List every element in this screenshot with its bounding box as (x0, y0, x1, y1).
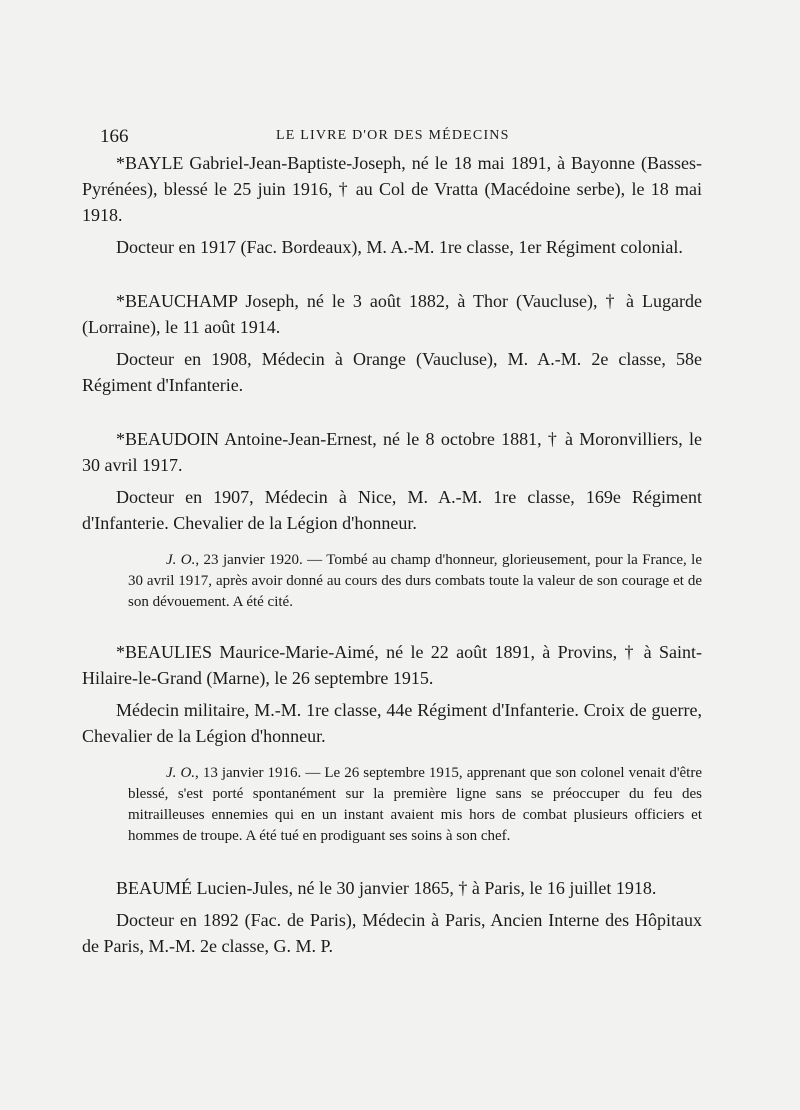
page-content (82, 150, 702, 959)
entry-body: Médecin militaire, M.-M. 1re classe, 44e Régiment d'Infanterie. Croix de guerre, Chevalier de la Légion d'honneur. (82, 700, 702, 746)
entry-title: *BEAUDOIN Antoine-Jean-Ernest, né le 8 octobre 1881, † à Moronvilliers, le 30 avril 1917. (82, 429, 702, 475)
entry-bayle (82, 150, 702, 260)
entry-beaume (82, 875, 702, 959)
citation-source: J. O. (166, 765, 196, 781)
citation-text: , 23 janvier 1920. — Tombé au champ d'honneur, glorieusement, pour la France, le 30 avril 1917, après avoir donné au cours des durs combats toute la valeur de son courage et de son dévouement. A été cité. (128, 552, 702, 610)
entry-beaulies (82, 639, 702, 847)
entry-beaudoin (82, 426, 702, 613)
entry-body: Docteur en 1907, Médecin à Nice, M. A.-M. 1re classe, 169e Régiment d'Infanterie. Chevalier de la Légion d'honneur. (82, 487, 702, 533)
entry-title: *BAYLE Gabriel-Jean-Baptiste-Joseph, né le 18 mai 1891, à Bayonne (Basses-Pyrénées), blessé le 25 juin 1916, † au Col de Vratta (Macédoine serbe), le 18 mai 1918. (82, 153, 702, 225)
running-title: LE LIVRE D'OR DES MÉDECINS (276, 128, 510, 143)
entry-title: *BEAUCHAMP Joseph, né le 3 août 1882, à Thor (Vaucluse), † à Lugarde (Lorraine), le 11 août 1914. (82, 291, 702, 337)
citation-text: , 13 janvier 1916. — Le 26 septembre 1915, apprenant que son colonel venait d'être blessé, s'est porté spontanément sur la première ligne sans se préoccuper du feu des mitrailleuses ennemies qui en un instant avaient mis hors de combat plusieurs officiers et hommes de troupe. A été tué en prodiguant ses soins à son chef. (128, 765, 702, 844)
citation (82, 763, 702, 847)
entry-body: Docteur en 1892 (Fac. de Paris), Médecin à Paris, Ancien Interne des Hôpitaux de Paris, M.-M. 2e classe, G. M. P. (82, 910, 702, 956)
entry-body: Docteur en 1917 (Fac. Bordeaux), M. A.-M. 1re classe, 1er Régiment colonial. (116, 237, 683, 257)
page-header (100, 126, 708, 150)
citation (82, 550, 702, 613)
entry-title: BEAUMÉ Lucien-Jules, né le 30 janvier 1865, † à Paris, le 16 juillet 1918. (116, 878, 657, 898)
entry-title: *BEAULIES Maurice-Marie-Aimé, né le 22 août 1891, à Provins, † à Saint-Hilaire-le-Grand (Marne), le 26 septembre 1915. (82, 642, 702, 688)
entry-body: Docteur en 1908, Médecin à Orange (Vaucluse), M. A.-M. 2e classe, 58e Régiment d'Infanterie. (82, 349, 702, 395)
entry-beauchamp (82, 288, 702, 398)
citation-source: J. O. (166, 552, 196, 568)
page-number: 166 (100, 126, 129, 147)
